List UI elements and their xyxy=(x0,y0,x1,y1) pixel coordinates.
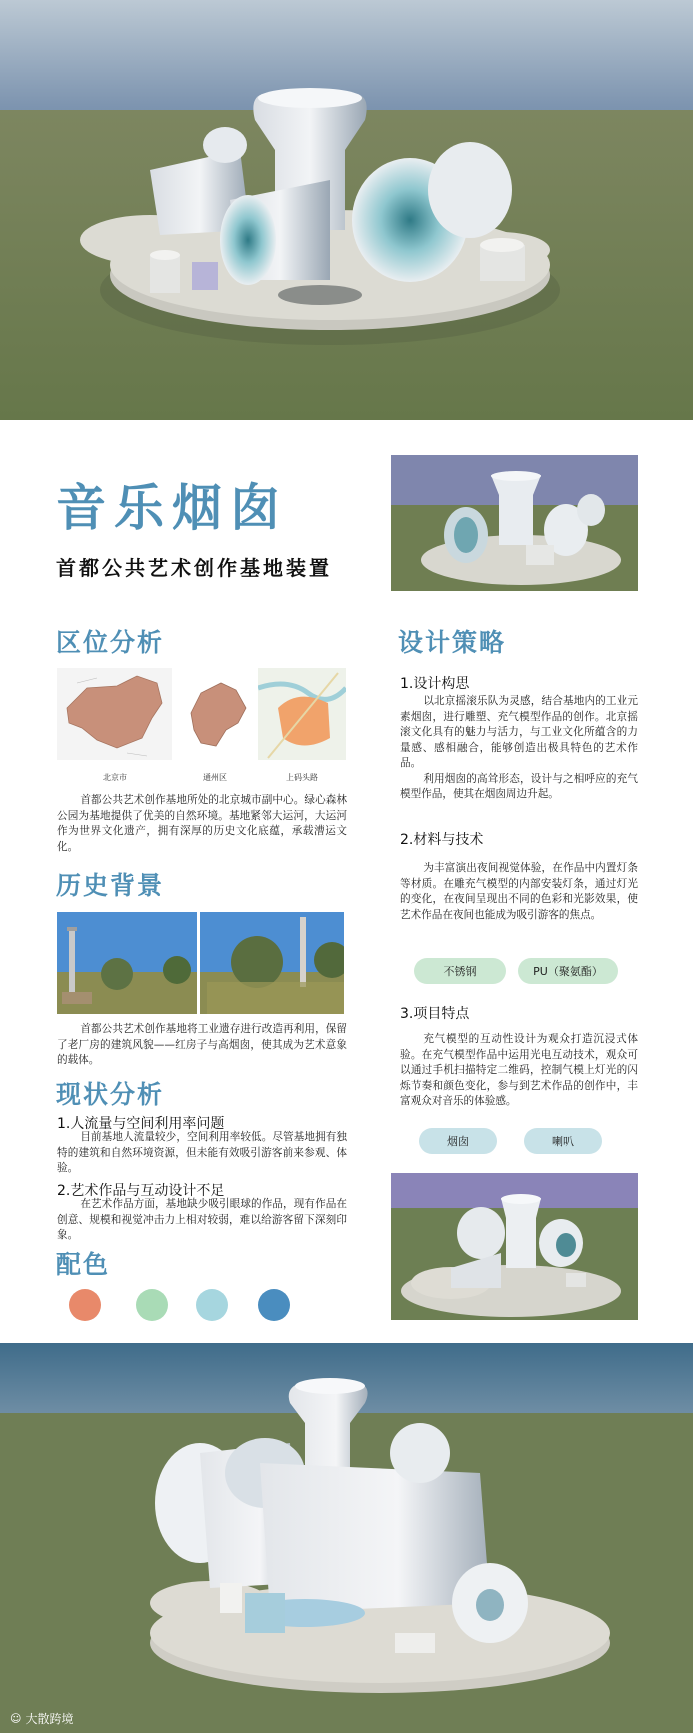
color-swatch-orange xyxy=(69,1289,101,1321)
strategy-s1-text: 以北京摇滚乐队为灵感，结合基地内的工业元素烟囱，进行雕塑、充气模型作品的创作。北京摇滚文化具有的魅力与活力，与工业文化所蕴含的力量感、感相融合，能够创造出极具特色的艺术作品。 利用烟囱的高耸形态，设计与之相呼应的充气模型作品，使其在烟囱周边升起。 xyxy=(400,695,638,800)
map-tongzhou xyxy=(176,668,254,760)
strategy-s1-title: 1.设计构思 xyxy=(400,676,470,692)
top-render-image xyxy=(0,0,693,420)
map-label-2: 通州区 xyxy=(203,773,227,782)
small-render-image-2 xyxy=(391,1173,638,1320)
tag-pu: PU（聚氨酯） xyxy=(518,958,618,984)
strategy-s2-title: 2.材料与技术 xyxy=(400,832,484,848)
status-item2-text: 在艺术作品方面，基地缺少吸引眼球的作品，现有作品在创意、规模和视觉冲击力上相对较弱，难以给游客留下深刻印象。 xyxy=(57,1198,347,1241)
tag-stainless-steel: 不锈钢 xyxy=(414,958,506,984)
strategy-s2-text: 为丰富演出夜间视觉体验，在作品中内置灯条等材质。在雕充气模型的内部安装灯条，通过灯光的变化，在夜间呈现出不同的色彩和光影效果，使艺术作品在夜间也能成为吸引游客的焦点。 xyxy=(400,862,638,921)
history-text: 首都公共艺术创作基地将工业遗存进行改造再利用，保留了老厂房的建筑风貌——红房子与高烟囱，使其成为艺术意象的载体。 xyxy=(57,1023,347,1066)
watermark xyxy=(10,1710,73,1727)
tag-horn: 喇叭 xyxy=(524,1128,602,1154)
small-render-image-1 xyxy=(391,455,638,591)
strategy-heading: 设计策略 xyxy=(398,628,507,657)
history-photo xyxy=(57,912,344,1014)
history-heading: 历史背景 xyxy=(56,871,165,900)
bottom-render-image xyxy=(0,1343,693,1733)
strategy-s3-title: 3.项目特点 xyxy=(400,1006,470,1022)
colors-heading: 配色 xyxy=(56,1250,111,1279)
strategy-s3-text: 充气模型的互动性设计为观众打造沉浸式体验。在充气模型作品中运用光电互动技术，观众可以通过手机扫描特定二维码，控制气模上灯光的闪烁节奏和颜色变化，参与到艺术作品的创作中，丰富观众对音乐的体验感。 xyxy=(400,1033,638,1107)
location-heading: 区位分析 xyxy=(56,628,165,657)
color-swatch-lightblue xyxy=(196,1289,228,1321)
status-item2-title: 2.艺术作品与互动设计不足 xyxy=(57,1183,225,1199)
page-subtitle: 首都公共艺术创作基地装置 xyxy=(56,556,332,580)
map-label-1: 北京市 xyxy=(103,773,127,782)
watermark-logo-icon: ☺ xyxy=(10,1712,22,1725)
location-text: 首都公共艺术创作基地所处的北京城市副中心。绿心森林公园为基地提供了优美的自然环境。基地紧邻大运河，大运河作为世界文化遗产，拥有深厚的历史文化底蕴，承载漕运文化。 xyxy=(57,794,347,853)
color-swatch-green xyxy=(136,1289,168,1321)
color-swatch-blue xyxy=(258,1289,290,1321)
map-label-3: 上码头路 xyxy=(286,773,318,782)
page-title: 音乐烟囱 xyxy=(56,479,288,537)
tag-chimney: 烟囱 xyxy=(419,1128,497,1154)
status-heading: 现状分析 xyxy=(56,1080,165,1109)
status-item1-text: 目前基地人流量较少，空间利用率较低。尽管基地拥有独特的建筑和自然环境资源，但未能有效吸引游客前来参观、体验。 xyxy=(57,1131,347,1174)
map-beijing xyxy=(57,668,172,760)
watermark-text: 大散跨境 xyxy=(25,1712,74,1726)
map-shangmatou xyxy=(258,668,346,760)
status-item1-title: 1.人流量与空间利用率问题 xyxy=(57,1116,225,1132)
